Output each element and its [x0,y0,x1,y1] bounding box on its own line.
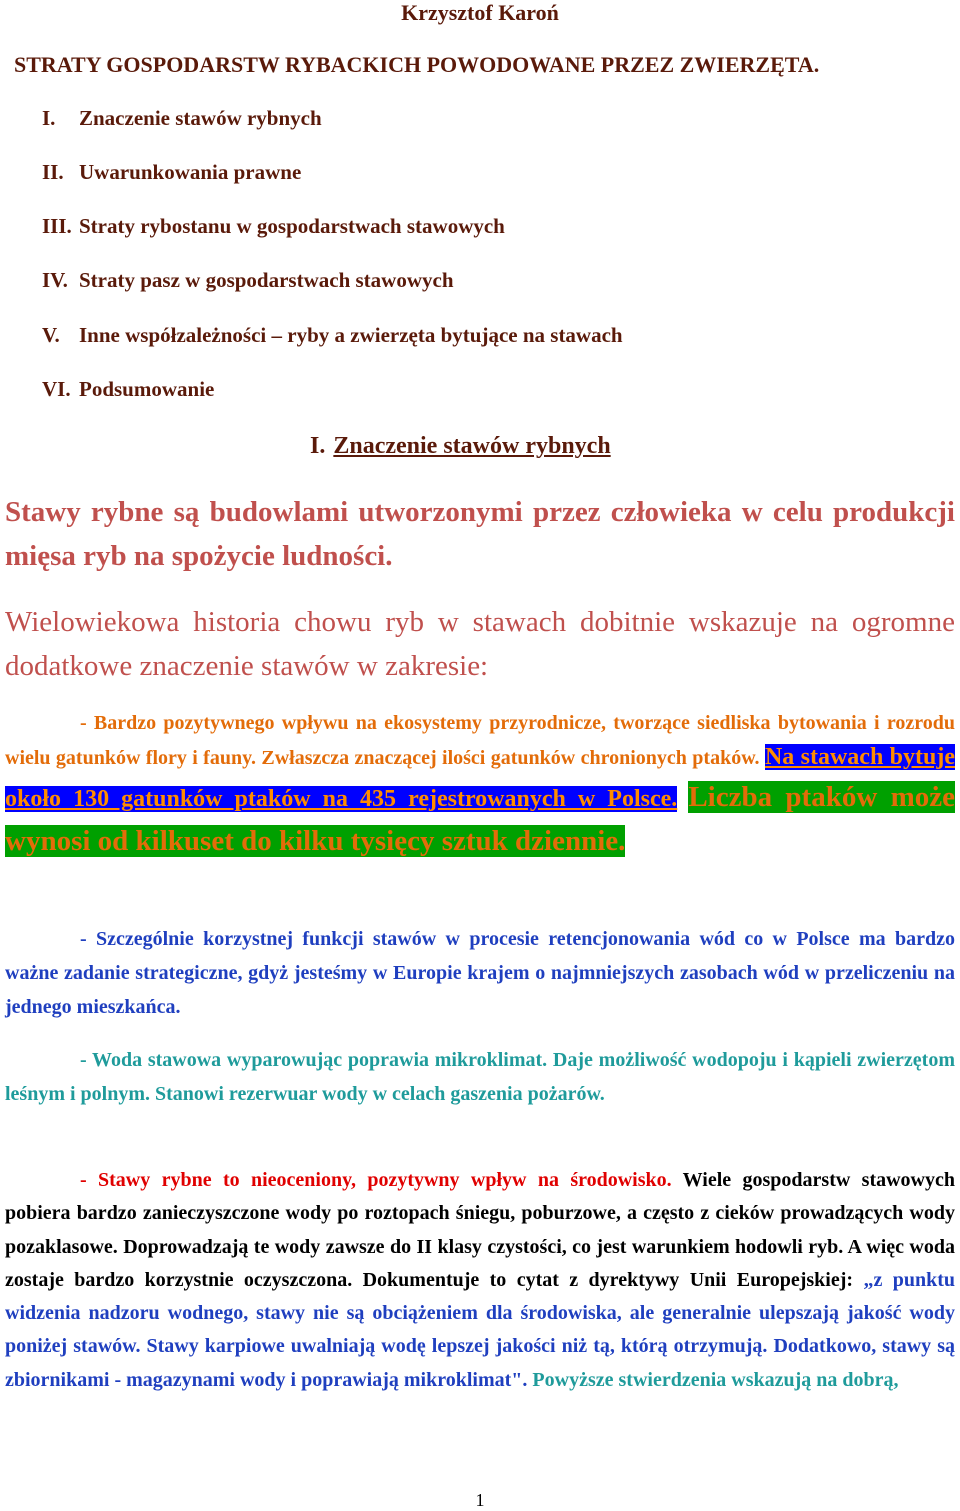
section-title: Znaczenie stawów rybnych [333,433,611,459]
toc-item-number: IV. [42,268,68,292]
toc-item-number: I. [42,106,56,130]
toc-item [42,377,214,402]
toc-item-number: V. [42,323,60,347]
toc-item-number: II. [42,160,64,184]
paragraph-text: - Bardzo pozytywnego wpływu na ekosystemy przyrodnicze, tworzące siedliska bytowania i rozrodu wielu gatunków flory i fauny. Zwłaszcza znaczącej ilości gatunków chronionych ptaków. [5,712,955,769]
intro-paragraph-2: Wielowiekowa historia chowu ryb w stawach dobitnie wskazuje na ogromne dodatkowe znaczenie stawów w zakresie: [5,606,955,682]
toc-item-number: III. [42,214,72,238]
author-name: Krzysztof Karoń [401,0,559,25]
toc-item [42,214,505,239]
toc-item-text: Uwarunkowania prawne [79,160,302,184]
page-number: 1 [475,1490,485,1510]
section-heading [310,433,611,460]
toc-item [42,106,322,131]
toc-item-text: Podsumowanie [79,377,215,401]
toc-item [42,268,454,293]
paragraph-text: Wiele gospodarstw stawowych pobiera bardzo zanieczyszczone wody po roztopach śniegu, poburzowe, a często z cieków prowadzących wody pozaklasowe. Doprowadzają te wody zawsze do II klasy czystości, co jest warunkiem hodowli ryb. A więc woda zostaje bardzo korzystnie oczyszczona. Dokumentuje to cytat z dyrektywy Unii Europejskiej: [5,1169,955,1291]
paragraph-lead: - Stawy rybne to nieoceniony, pozytywny wpływ na środowisko. [80,1169,672,1191]
paragraph-microclimate [5,1043,955,1111]
paragraph-ecosystems [5,706,955,863]
eu-directive-quote: „z punktu widzenia nadzoru wodnego, stawy nie są obciążeniem dla środowiska, ale generalnie ulepszają jakość wody poniżej stawów. Stawy karpiowe uwalniają wodę lepszej jakości niż tą, którą otrzymują. Dodatkowo, stawy są zbiornikami - magazynami wody i poprawiają mikroklimat". [5,1268,955,1391]
toc-item [42,160,301,185]
section-number: I. [310,433,326,459]
paragraph-retention [5,922,955,1024]
toc-item-text: Znaczenie stawów rybnych [79,106,322,130]
toc-item-number: VI. [42,377,71,401]
paragraph-text: - Woda stawowa wyparowując poprawia mikroklimat. Daje możliwość wodopoju i kąpieli zwierzętom leśnym i polnym. Stanowi rezerwuar wody w celach gaszenia pożarów. [5,1049,955,1105]
paragraph-conclusion: Powyższe stwierdzenia wskazują na dobrą, [527,1368,899,1391]
highlight-bird-count: Liczba ptaków może wynosi od kilkuset do kilku tysięcy sztuk dziennie. [5,781,955,857]
paragraph-environment [5,1164,955,1397]
intro-paragraph: Stawy rybne są budowlami utworzonymi przez człowieka w celu produkcji mięsa ryb na spożycie ludności. [5,496,955,572]
toc-item-text: Inne współzależności – ryby a zwierzęta bytujące na stawach [79,323,623,347]
paragraph-text: - Szczególnie korzystnej funkcji stawów w procesie retencjonowania wód co w Polsce ma bardzo ważne zadanie strategiczne, gdyż jesteśmy w Europie krajem o najmniejszych zasobach wód w przeliczeniu na jednego mieszkańca. [5,928,955,1018]
toc-item [42,323,623,348]
highlight-bird-species: Na stawach bytuje około 130 gatunków ptaków na 435 rejestrowanych w Polsce. [5,744,956,812]
toc-item-text: Straty pasz w gospodarstwach stawowych [79,268,454,292]
document-title: STRATY GOSPODARSTW RYBACKICH POWODOWANE PRZEZ ZWIERZĘTA. [14,52,820,77]
toc-item-text: Straty rybostanu w gospodarstwach stawowych [79,214,505,238]
